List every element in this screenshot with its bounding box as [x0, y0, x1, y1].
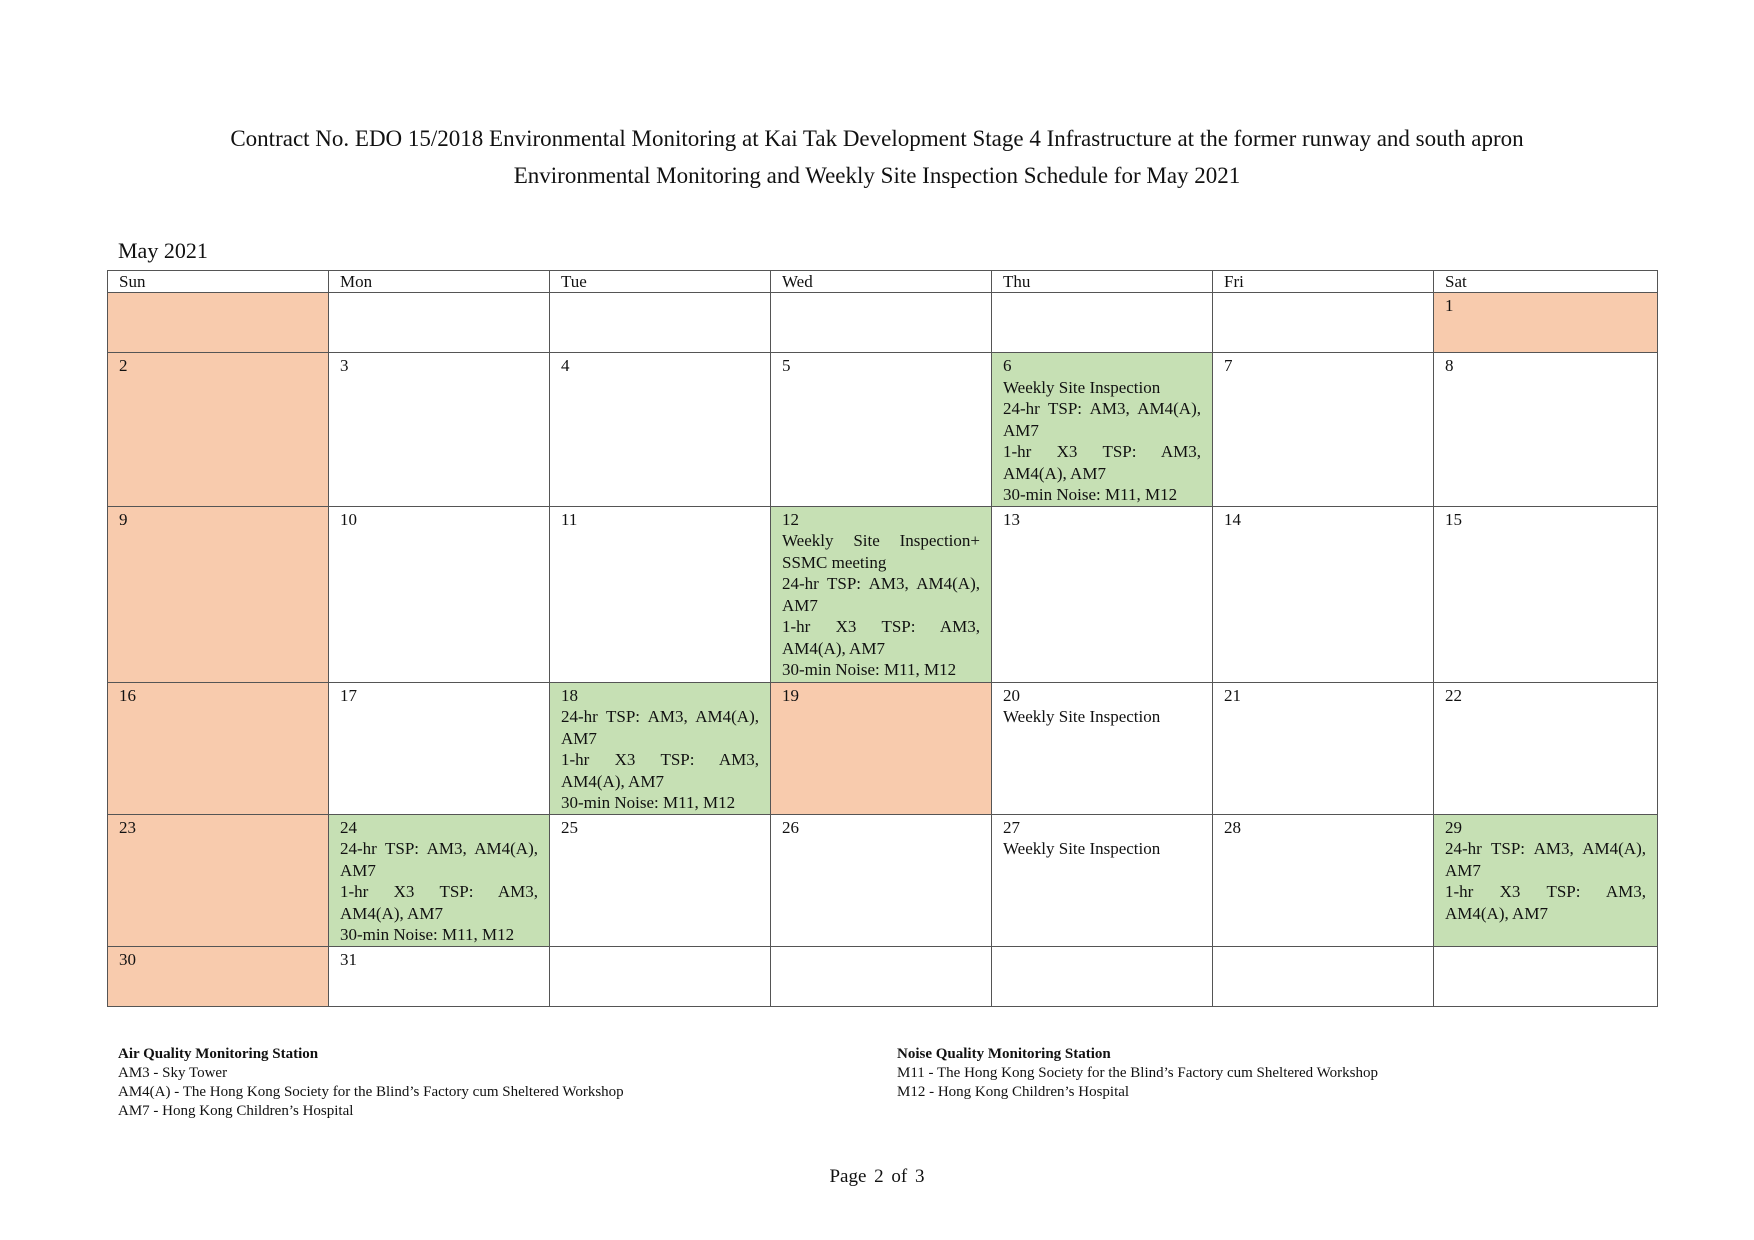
day-number: 29	[1445, 817, 1462, 837]
calendar-day-cell	[1434, 682, 1658, 814]
calendar-day-cell	[329, 353, 550, 507]
day-number: 25	[561, 817, 578, 837]
day-number: 1	[1445, 296, 1454, 315]
day-number: 3	[340, 356, 349, 375]
calendar-day-cell	[329, 506, 550, 682]
calendar-day-cell	[992, 682, 1213, 814]
schedule-note: Weekly Site Inspection	[1003, 839, 1161, 858]
day-number: 9	[119, 509, 128, 529]
calendar-day-cell	[771, 353, 992, 507]
schedule-note: 30-min Noise: M11, M12	[1003, 485, 1178, 504]
day-number: 22	[1445, 685, 1462, 705]
air-legend-heading: Air Quality Monitoring Station	[118, 1046, 319, 1062]
day-number: 28	[1224, 817, 1241, 837]
schedule-note: 24-hr TSP: AM3, AM4(A), AM7	[782, 574, 980, 615]
schedule-note: 1-hr X3 TSP: AM3, AM4(A), AM7	[340, 882, 538, 923]
calendar-empty-cell	[329, 293, 550, 353]
day-number: 16	[119, 685, 136, 705]
calendar-day-cell	[992, 814, 1213, 946]
calendar-day-cell	[550, 506, 771, 682]
day-number: 8	[1445, 356, 1454, 375]
weekday-wed: Wed	[771, 271, 992, 293]
weekday-thu: Thu	[992, 271, 1213, 293]
day-number: 12	[782, 509, 799, 529]
day-number: 5	[782, 356, 791, 375]
calendar-day-cell	[550, 353, 771, 507]
calendar-day-cell	[992, 353, 1213, 507]
title-line-schedule: Environmental Monitoring and Weekly Site Inspection Schedule for May 2021	[513, 163, 1241, 188]
calendar-day-cell	[1213, 814, 1434, 946]
calendar-day-cell	[108, 814, 329, 946]
calendar-day-cell	[108, 946, 329, 1006]
document-title	[0, 120, 1754, 194]
calendar-day-cell	[992, 506, 1213, 682]
calendar-day-cell	[1213, 506, 1434, 682]
weekday-fri: Fri	[1213, 271, 1434, 293]
day-number: 2	[119, 356, 128, 375]
day-number: 13	[1003, 509, 1020, 529]
calendar-empty-cell	[1213, 946, 1434, 1006]
schedule-note: 1-hr X3 TSP: AM3, AM4(A), AM7	[1445, 882, 1646, 923]
calendar-empty-cell	[992, 293, 1213, 353]
calendar-week-row	[108, 682, 1658, 814]
calendar-day-cell	[108, 506, 329, 682]
calendar-day-cell	[771, 682, 992, 814]
calendar-week-row	[108, 353, 1658, 507]
calendar-empty-cell	[550, 946, 771, 1006]
calendar-empty-cell	[1213, 293, 1434, 353]
calendar-empty-cell	[992, 946, 1213, 1006]
schedule-note: 1-hr X3 TSP: AM3, AM4(A), AM7	[561, 750, 759, 791]
page-number: Page 2 of 3	[829, 1166, 925, 1187]
schedule-note: 24-hr TSP: AM3, AM4(A), AM7	[340, 839, 538, 880]
calendar-day-cell	[771, 506, 992, 682]
schedule-note: Weekly Site Inspection	[1003, 377, 1161, 397]
schedule-note: 30-min Noise: M11, M12	[340, 925, 515, 944]
weekday-header-row	[108, 271, 1658, 293]
schedule-note: Weekly Site Inspection+ SSMC meeting	[782, 531, 980, 572]
day-number: 4	[561, 356, 570, 375]
calendar-body	[108, 293, 1658, 1007]
calendar-day-cell	[1434, 814, 1658, 946]
calendar-day-cell	[550, 682, 771, 814]
calendar-day-cell	[329, 946, 550, 1006]
calendar-empty-cell	[771, 946, 992, 1006]
air-legend-item: AM4(A) - The Hong Kong Society for the Blind’s Factory cum Sheltered Workshop	[118, 1084, 624, 1100]
day-number: 19	[782, 685, 799, 705]
day-number: 30	[119, 949, 136, 969]
day-number: 31	[340, 949, 357, 969]
day-number: 7	[1224, 356, 1233, 375]
schedule-note: 24-hr TSP: AM3, AM4(A), AM7	[1445, 839, 1646, 880]
air-legend-item: AM7 - Hong Kong Children’s Hospital	[118, 1103, 354, 1119]
schedule-note: 1-hr X3 TSP: AM3, AM4(A), AM7	[1003, 442, 1201, 483]
monitoring-calendar	[107, 270, 1658, 1007]
calendar-day-cell	[771, 814, 992, 946]
day-number: 10	[340, 509, 357, 529]
calendar-day-cell	[108, 682, 329, 814]
day-number: 14	[1224, 509, 1241, 529]
calendar-day-cell	[550, 814, 771, 946]
calendar-day-cell	[1434, 293, 1658, 353]
calendar-day-cell	[108, 353, 329, 507]
calendar-day-cell	[1434, 353, 1658, 507]
weekday-sat: Sat	[1434, 271, 1658, 293]
air-legend-item: AM3 - Sky Tower	[118, 1065, 228, 1081]
calendar-month-caption: May 2021	[118, 238, 208, 263]
schedule-note: 1-hr X3 TSP: AM3, AM4(A), AM7	[782, 617, 980, 658]
calendar-day-cell	[1213, 353, 1434, 507]
air-station-legend	[118, 1045, 624, 1121]
calendar-day-cell	[1213, 682, 1434, 814]
calendar-week-row	[108, 506, 1658, 682]
schedule-note: 24-hr TSP: AM3, AM4(A), AM7	[561, 707, 759, 748]
weekday-mon: Mon	[329, 271, 550, 293]
calendar-day-cell	[329, 682, 550, 814]
weekday-sun: Sun	[108, 271, 329, 293]
calendar-week-row	[108, 946, 1658, 1006]
schedule-note: Weekly Site Inspection	[1003, 707, 1161, 726]
calendar-empty-cell	[108, 293, 329, 353]
day-number: 27	[1003, 817, 1020, 837]
day-number: 21	[1224, 685, 1241, 705]
day-number: 17	[340, 685, 357, 705]
calendar-week-row	[108, 814, 1658, 946]
day-number: 26	[782, 817, 799, 837]
calendar-empty-cell	[771, 293, 992, 353]
noise-station-legend	[897, 1045, 1378, 1102]
noise-legend-item: M12 - Hong Kong Children’s Hospital	[897, 1084, 1130, 1100]
day-number: 24	[340, 817, 357, 837]
calendar-day-cell	[1434, 506, 1658, 682]
calendar-week-row	[108, 293, 1658, 353]
calendar-day-cell	[329, 814, 550, 946]
schedule-note: 24-hr TSP: AM3, AM4(A), AM7	[1003, 399, 1201, 440]
noise-legend-item: M11 - The Hong Kong Society for the Blind’s Factory cum Sheltered Workshop	[897, 1065, 1378, 1081]
day-number: 15	[1445, 509, 1462, 529]
day-number: 18	[561, 685, 578, 705]
schedule-note: 30-min Noise: M11, M12	[561, 793, 736, 812]
day-number: 20	[1003, 685, 1020, 705]
calendar-empty-cell	[1434, 946, 1658, 1006]
weekday-tue: Tue	[550, 271, 771, 293]
calendar-empty-cell	[550, 293, 771, 353]
title-line-contract: Contract No. EDO 15/2018 Environmental Monitoring at Kai Tak Development Stage 4 Infrastructure at the former runway and south apron	[230, 126, 1524, 151]
day-number: 6	[1003, 356, 1012, 375]
day-number: 23	[119, 817, 136, 837]
day-number: 11	[561, 509, 578, 529]
noise-legend-heading: Noise Quality Monitoring Station	[897, 1046, 1111, 1062]
schedule-note: 30-min Noise: M11, M12	[782, 660, 957, 679]
